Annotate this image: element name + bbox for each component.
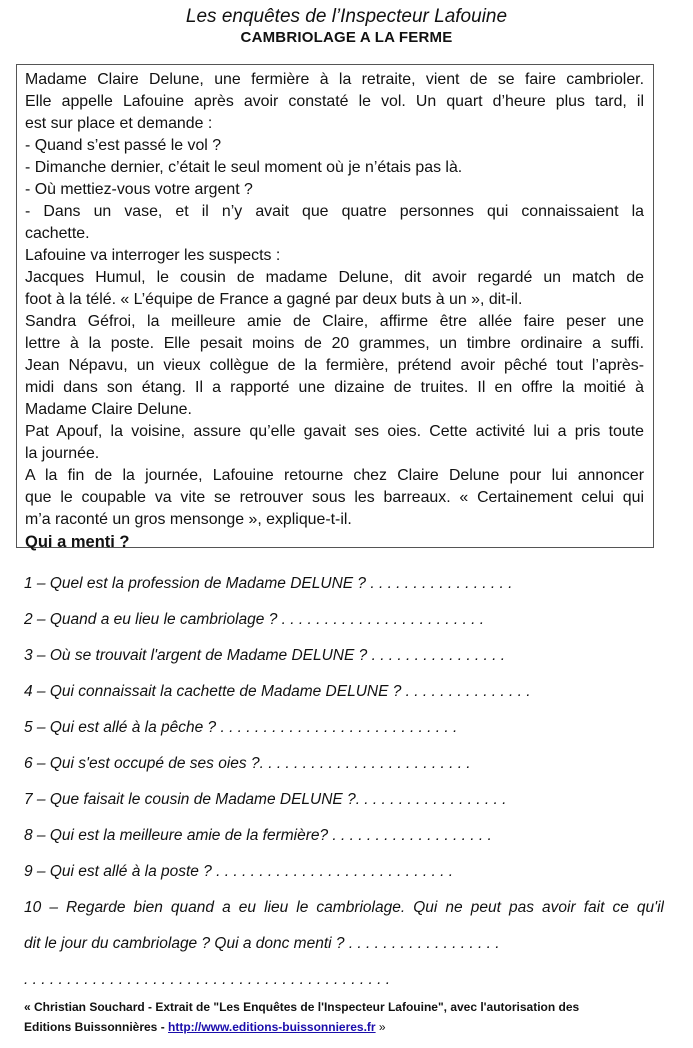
story-line: Jean Népavu, un vieux collègue de la fermière, prétend avoir pêché tout l’après- — [25, 357, 644, 374]
story-line: - Dimanche dernier, c’était le seul moment où je n’étais pas là. — [25, 159, 463, 176]
story-line: Lafouine va interroger les suspects : — [25, 247, 281, 264]
question-line: 7 – Que faisait le cousin de Madame DELUNE ?. . . . . . . . . . . . . . . . . . — [24, 791, 507, 808]
story-line: Jacques Humul, le cousin de madame Delune, dit avoir regardé un match de — [25, 269, 644, 286]
credit-prefix: « Christian Souchard - Extrait de "Les Enquêtes de l'Inspecteur Lafouine", avec l'autorisation des — [24, 1000, 580, 1014]
story-line: lettre à la poste. Elle pesait moins de 20 grammes, un timbre ordinaire a suffi. — [25, 335, 644, 352]
question-line: 4 – Qui connaissait la cachette de Madame DELUNE ? . . . . . . . . . . . . . . . — [24, 683, 531, 700]
document-header — [0, 6, 693, 47]
question-line: 10 – Regarde bien quand a eu lieu le cambriolage. Qui ne peut pas avoir fait ce qu'il — [24, 899, 664, 916]
story-line: Madame Claire Delune. — [25, 401, 192, 418]
story-line: Pat Apouf, la voisine, assure qu’elle gavait ses oies. Cette activité lui a pris toute — [25, 423, 644, 440]
footer-credit — [24, 997, 664, 1037]
story-box — [16, 64, 654, 551]
question-line: 2 – Quand a eu lieu le cambriolage ? . . . . . . . . . . . . . . . . . . . . . . . . — [24, 611, 485, 628]
story-line: foot à la télé. « L’équipe de France a gagné par deux buts à un », dit-il. — [25, 291, 523, 308]
question-line: 6 – Qui s'est occupé de ses oies ?. . . . . . . . . . . . . . . . . . . . . . . . . — [24, 755, 471, 772]
story-line: A la fin de la journée, Lafouine retourne chez Claire Delune pour lui annoncer — [25, 467, 644, 484]
question-line: 5 – Qui est allé à la pêche ? . . . . . . . . . . . . . . . . . . . . . . . . . . . . — [24, 719, 458, 736]
question-line: 3 – Où se trouvait l'argent de Madame DELUNE ? . . . . . . . . . . . . . . . . — [24, 647, 506, 664]
story-line: m’a raconté un gros mensonge », explique-t-il. — [25, 511, 352, 528]
story-line: Sandra Géfroi, la meilleure amie de Claire, affirme être allée faire peser une — [25, 313, 644, 330]
question-list — [24, 566, 664, 998]
series-title: Les enquêtes de l’Inspecteur Lafouine — [185, 6, 508, 27]
story-line: que le coupable va vite se retrouver sous les barreaux. « Certainement celui qui — [25, 489, 644, 506]
answer-dotted-line: . . . . . . . . . . . . . . . . . . . . . . . . . . . . . . . . . . . . . . . . . . . — [24, 971, 391, 988]
story-line: - Quand s’est passé le vol ? — [25, 137, 222, 154]
story-line: - Où mettiez-vous votre argent ? — [25, 181, 253, 198]
story-line: Elle appelle Lafouine après avoir constaté le vol. Un quart d’heure plus tard, il — [25, 93, 644, 110]
question-line: 9 – Qui est allé à la poste ? . . . . . . . . . . . . . . . . . . . . . . . . . . . . — [24, 863, 453, 880]
story-line: - Dans un vase, et il n’y avait que quatre personnes qui connaissaient la — [25, 203, 644, 220]
story-line: cachette. — [25, 225, 90, 242]
publisher-link[interactable]: http://www.editions-buissonnieres.fr — [168, 1020, 376, 1034]
question-line: 8 – Qui est la meilleure amie de la fermière? . . . . . . . . . . . . . . . . . . . — [24, 827, 492, 844]
credit-suffix: » — [375, 1020, 386, 1034]
story-title: CAMBRIOLAGE A LA FERME — [240, 29, 453, 46]
story-line: la journée. — [25, 445, 100, 462]
credit-publisher: Editions Buissonnières - — [24, 1020, 169, 1034]
story-question: Qui a menti ? — [25, 533, 130, 551]
question-line: dit le jour du cambriolage ? Qui a donc menti ? . . . . . . . . . . . . . . . . . . — [24, 935, 500, 952]
story-line: est sur place et demande : — [25, 115, 213, 132]
question-line: 1 – Quel est la profession de Madame DELUNE ? . . . . . . . . . . . . . . . . . — [24, 575, 513, 592]
story-line: midi dans son étang. Il a rapporté une dizaine de truites. Il en offre la moitié à — [25, 379, 644, 396]
story-line: Madame Claire Delune, une fermière à la retraite, vient de se faire cambrioler. — [25, 71, 644, 88]
